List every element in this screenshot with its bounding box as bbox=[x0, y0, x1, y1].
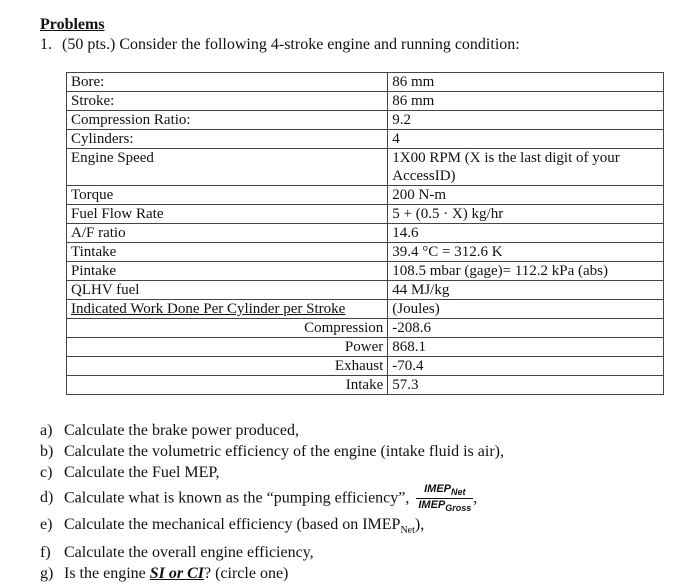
question-d bbox=[40, 483, 504, 514]
question-e bbox=[40, 514, 504, 541]
question-letter: b) bbox=[40, 443, 54, 460]
row-value: 39.4 °C = 312.6 K bbox=[388, 243, 664, 262]
table-row bbox=[67, 262, 664, 281]
row-value: 200 N-m bbox=[388, 186, 664, 205]
row-value: 4 bbox=[388, 130, 664, 149]
question-text: Calculate the volumetric efficiency of the engine (intake fluid is air), bbox=[64, 443, 504, 460]
question-tail: ? (circle one) bbox=[204, 564, 289, 582]
question-text: Calculate the mechanical efficiency (based on IMEP bbox=[64, 516, 401, 534]
question-text: Calculate the brake power produced, bbox=[64, 422, 300, 439]
work-value: -208.6 bbox=[388, 319, 664, 338]
table-row bbox=[67, 376, 664, 395]
imep-subscript: Net bbox=[400, 525, 415, 537]
row-value: 14.6 bbox=[388, 224, 664, 243]
problem-text: (50 pts.) Consider the following 4-stroke engine and running condition: bbox=[62, 36, 520, 53]
engine-spec-table bbox=[66, 72, 664, 395]
table-row bbox=[67, 338, 664, 357]
table-row bbox=[67, 111, 664, 130]
table-row bbox=[67, 92, 664, 111]
table-row bbox=[67, 357, 664, 376]
row-value: 5 + (0.5 · X) kg/hr bbox=[388, 205, 664, 224]
row-label: Fuel Flow Rate bbox=[67, 205, 388, 224]
question-text: Calculate what is known as the “pumping efficiency”, bbox=[64, 489, 410, 507]
table-row bbox=[67, 130, 664, 149]
questions-list bbox=[40, 420, 504, 584]
pumping-efficiency-fraction bbox=[416, 483, 473, 514]
problem-number: 1. bbox=[40, 36, 52, 53]
question-text: Calculate the Fuel MEP, bbox=[64, 464, 220, 481]
table-row bbox=[67, 73, 664, 92]
work-label: Power bbox=[67, 338, 388, 357]
question-f bbox=[40, 542, 504, 563]
row-label: QLHV fuel bbox=[67, 281, 388, 300]
row-label: Engine Speed bbox=[67, 149, 388, 186]
row-value: 44 MJ/kg bbox=[388, 281, 664, 300]
question-g bbox=[40, 563, 504, 584]
question-c bbox=[40, 462, 504, 483]
table-row bbox=[67, 300, 664, 319]
question-letter: d) bbox=[40, 489, 54, 507]
table-row bbox=[67, 319, 664, 338]
row-label: A/F ratio bbox=[67, 224, 388, 243]
question-letter: c) bbox=[40, 464, 53, 481]
question-tail: ), bbox=[414, 516, 425, 534]
table-row bbox=[67, 281, 664, 300]
question-b bbox=[40, 441, 504, 462]
row-label: Torque bbox=[67, 186, 388, 205]
question-text: Is the engine bbox=[64, 564, 146, 582]
work-value: 57.3 bbox=[388, 376, 664, 395]
question-letter: f) bbox=[40, 543, 51, 561]
row-label: Indicated Work Done Per Cylinder per Stroke bbox=[67, 300, 388, 319]
table-row bbox=[67, 243, 664, 262]
row-label: Pintake bbox=[67, 262, 388, 281]
work-label: Intake bbox=[67, 376, 388, 395]
work-label: Compression bbox=[67, 319, 388, 338]
question-text: Calculate the overall engine efficiency, bbox=[64, 543, 314, 561]
question-letter: g) bbox=[40, 564, 54, 582]
si-or-ci-emphasis: SI or CI bbox=[149, 564, 204, 582]
work-value: -70.4 bbox=[388, 357, 664, 376]
row-label: Compression Ratio: bbox=[67, 111, 388, 130]
question-letter: a) bbox=[40, 422, 53, 439]
row-value: 9.2 bbox=[388, 111, 664, 130]
row-label: Cylinders: bbox=[67, 130, 388, 149]
fraction-denominator: $IMEP_{Gross}$ bbox=[418, 499, 472, 514]
fraction-numerator: $IMEP_{Net}$ bbox=[416, 483, 473, 499]
question-a bbox=[40, 420, 504, 441]
table-row bbox=[67, 149, 664, 186]
problem-intro bbox=[40, 36, 520, 54]
row-label: Bore: bbox=[67, 73, 388, 92]
table-row bbox=[67, 224, 664, 243]
row-value: (Joules) bbox=[388, 300, 664, 319]
row-value: 1X00 RPM (X is the last digit of your AccessID) bbox=[388, 149, 664, 186]
table-row bbox=[67, 205, 664, 224]
row-label: Stroke: bbox=[67, 92, 388, 111]
table-row bbox=[67, 186, 664, 205]
work-value: 868.1 bbox=[388, 338, 664, 357]
row-label: Tintake bbox=[67, 243, 388, 262]
row-value: 86 mm bbox=[388, 92, 664, 111]
problems-heading: Problems bbox=[40, 16, 105, 33]
row-value: 86 mm bbox=[388, 73, 664, 92]
row-value: 108.5 mbar (gage)= 112.2 kPa (abs) bbox=[388, 262, 664, 281]
work-label: Exhaust bbox=[67, 357, 388, 376]
question-tail: , bbox=[473, 489, 478, 507]
question-letter: e) bbox=[40, 516, 53, 534]
